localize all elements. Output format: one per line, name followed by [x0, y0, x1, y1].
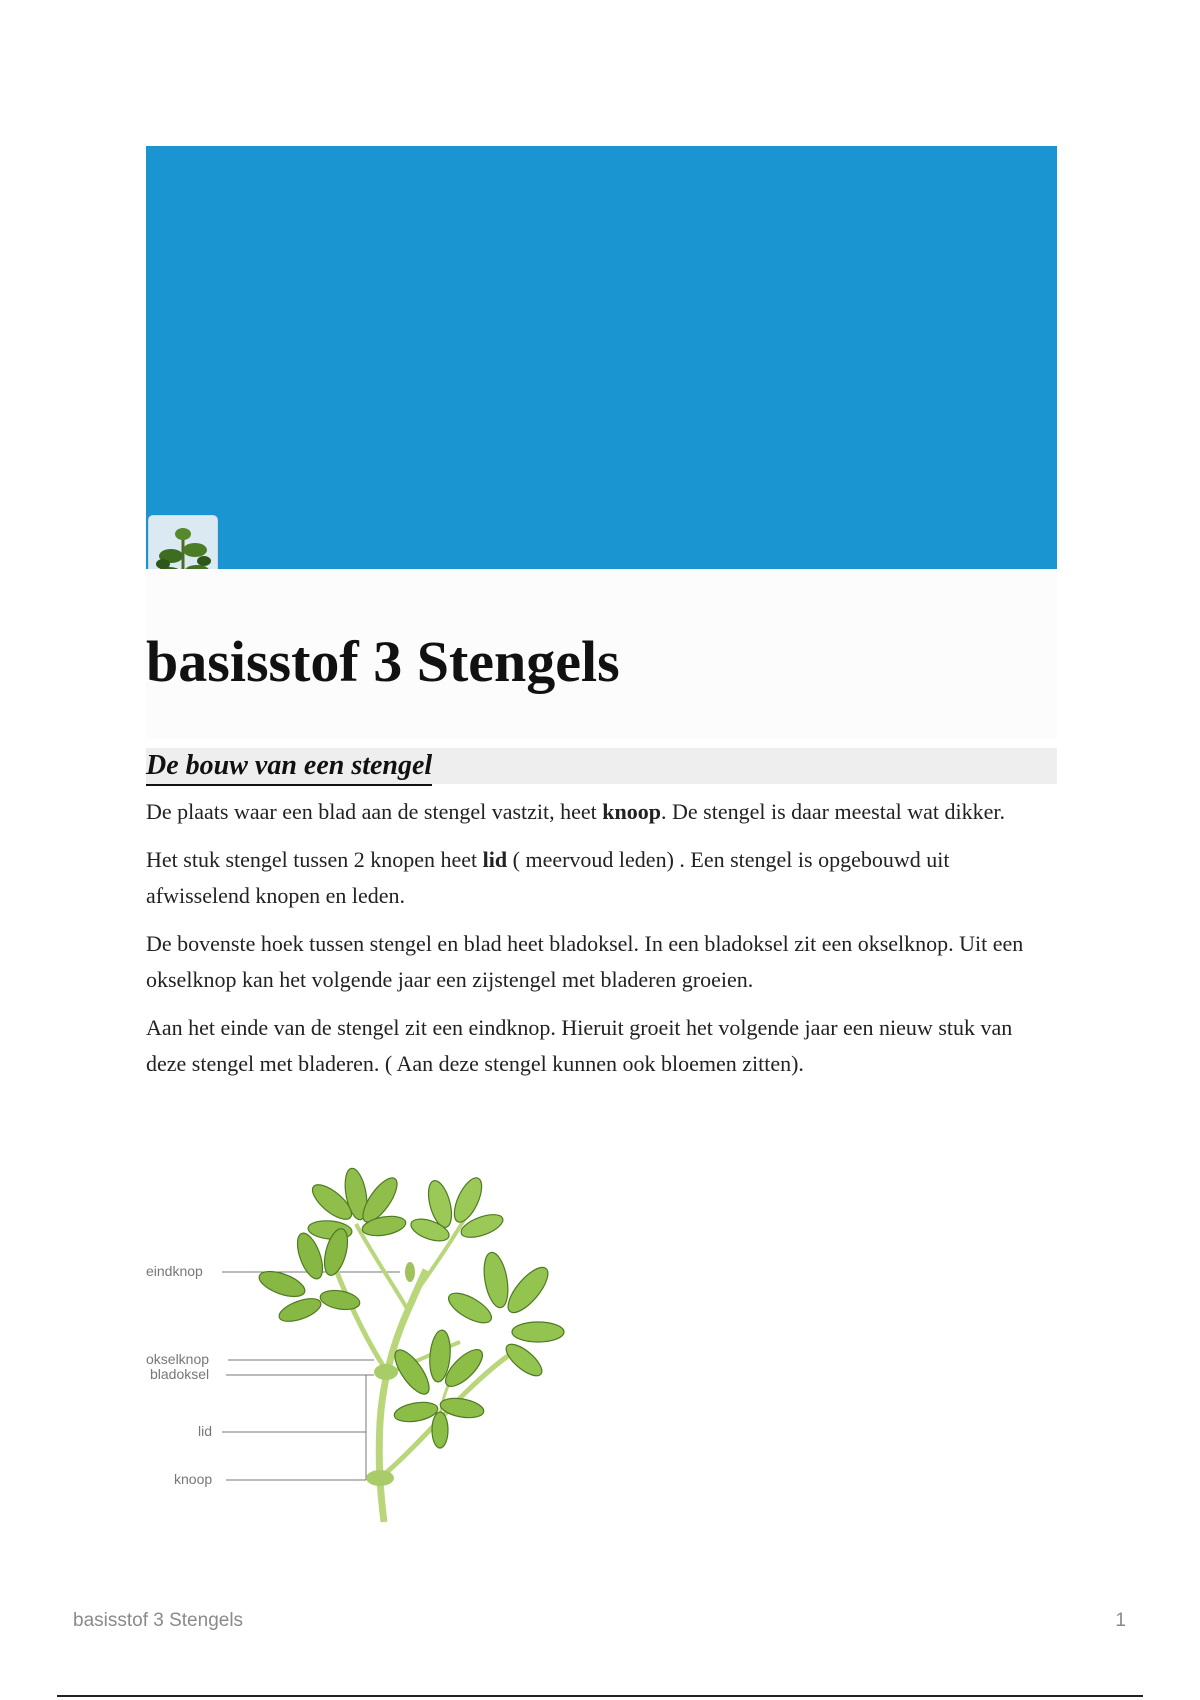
node-okselknop — [374, 1364, 398, 1380]
node-knoop — [366, 1470, 394, 1486]
paragraph-text: . De stengel is daar meestal wat dikker. — [661, 799, 1005, 824]
body-text — [146, 794, 1057, 1094]
footer-page-number: 1 — [1115, 1610, 1126, 1631]
paragraph-text: ( meervoud leden) . Een stengel is opgebouwd uit afwisselend knopen en leden. — [146, 847, 950, 908]
bottom-rule — [57, 1695, 1143, 1697]
label-lid: lid — [198, 1423, 213, 1439]
stem-diagram — [140, 1160, 600, 1530]
label-eindknop: eindknop — [146, 1263, 203, 1279]
footer-doc-title: basisstof 3 Stengels — [73, 1610, 244, 1631]
paragraph-knoop — [146, 794, 1057, 830]
paragraph-eindknop: Aan het einde van de stengel zit een eindknop. Hieruit groeit het volgende jaar een nieuw stuk van deze stengel met bladeren. ( Aan deze stengel kunnen ook bloemen zitten). — [146, 1015, 1013, 1076]
paragraph-bladoksel: De bovenste hoek tussen stengel en blad heet bladoksel. In een bladoksel zit een okselknop. Uit een okselknop kan het volgende jaar een zijstengel met bladeren groeien. — [146, 931, 1024, 992]
paragraph-lid — [146, 842, 1057, 914]
page-title: basisstof 3 Stengels — [146, 629, 620, 694]
term-knoop: knoop — [602, 799, 662, 824]
label-okselknop: okselknop — [146, 1351, 210, 1367]
leaf-stalk — [356, 1224, 408, 1310]
paragraph-text: De plaats waar een blad aan de stengel vastzit, heet — [146, 799, 603, 824]
section-heading: De bouw van een stengel — [146, 748, 432, 786]
header-banner — [146, 146, 1057, 569]
term-lid: lid — [482, 847, 508, 872]
leaf-stalk — [336, 1270, 386, 1370]
label-knoop: knoop — [174, 1471, 213, 1487]
bud-eindknop — [405, 1262, 415, 1282]
paragraph-text: Het stuk stengel tussen 2 knopen heet — [146, 847, 483, 872]
leaf-cluster-left — [256, 1226, 361, 1326]
label-bladoksel: bladoksel — [150, 1366, 210, 1382]
